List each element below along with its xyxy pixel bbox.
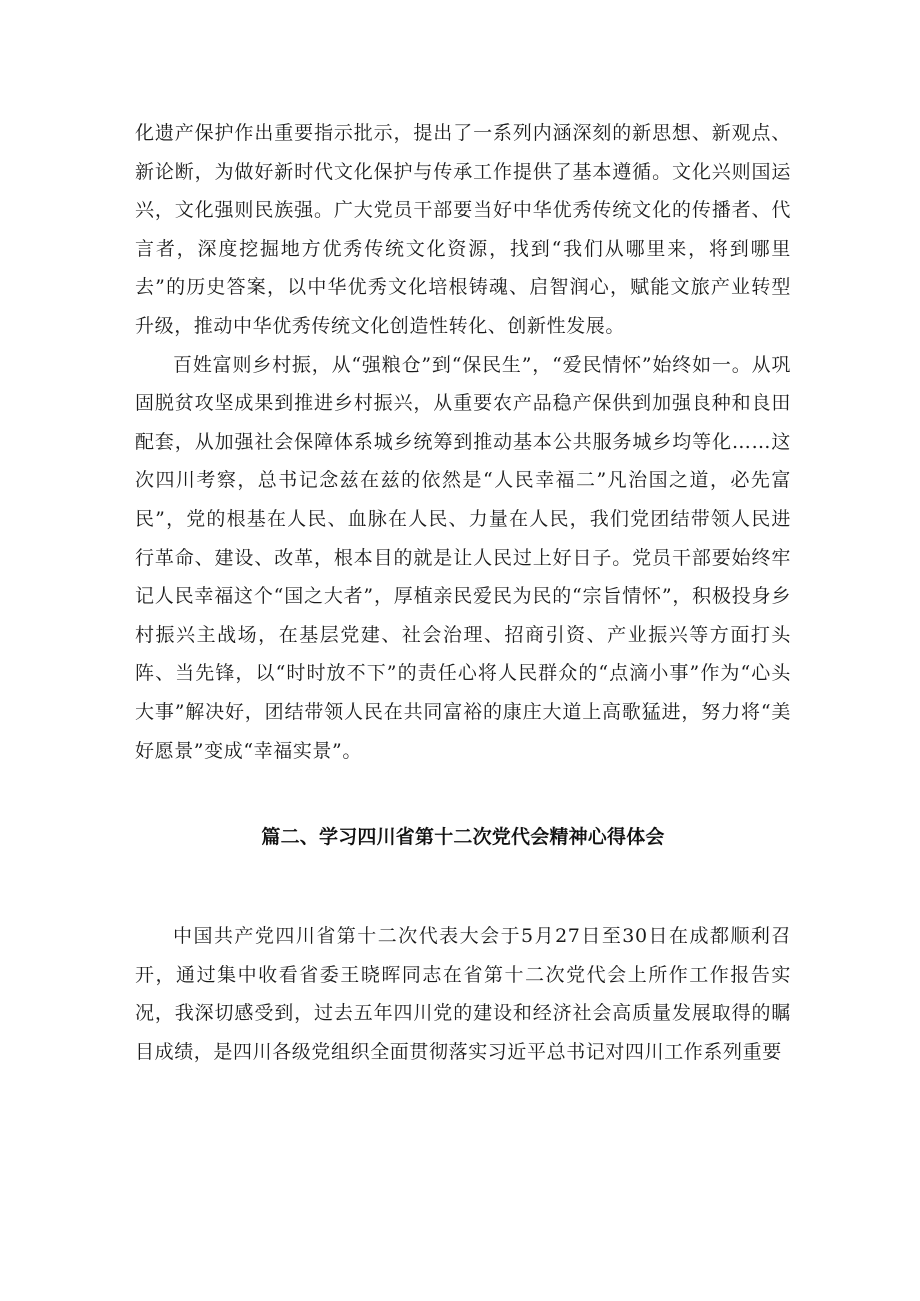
body-paragraph-3: 中国共产党四川省第十二次代表大会于5月27日至30日在成都顺利召开，通过集中收看省委王晓晖同志在省第十二次党代会上所作工作报告实况，我深切感受到，过去五年四川党的建设和经济社会高质量发展取得的瞩目成绩，是四川各级党组织全面贯彻落实习近平总书记对四川工作系列重要 bbox=[135, 925, 791, 1063]
body-paragraph-1: 化遗产保护作出重要指示批示，提出了一系列内涵深刻的新思想、新观点、新论断，为做好新时代文化保护与传承工作提供了基本遵循。文化兴则国运兴，文化强则民族强。广大党员干部要当好中华优秀传统文化的传播者、代言者，深度挖掘地方优秀传统文化资源，找到“我们从哪里来，将到哪里去”的历史答案，以中华优秀文化培根铸魂、启智润心，赋能文旅产业转型升级，推动中华优秀传统文化创造性转化、创新性发展。 bbox=[135, 122, 791, 337]
document-page bbox=[135, 114, 791, 1071]
spacer bbox=[135, 770, 791, 822]
spacer bbox=[135, 852, 791, 917]
section-heading: 篇二、学习四川省第十二次党代会精神心得体会 bbox=[261, 826, 665, 849]
body-paragraph-2: 百姓富则乡村振，从“强粮仓”到“保民生”，“爱民情怀”始终如一。从巩固脱贫攻坚成果到推进乡村振兴，从重要农产品稳产保供到加强良种和良田配套，从加强社会保障体系城乡统筹到推动基本公共服务城乡均等化……这次四川考察，总书记念兹在兹的依然是“人民幸福二”凡治国之道，必先富民”，党的根基在人民、血脉在人民、力量在人民，我们党团结带领人民进行革命、建设、改革，根本目的就是让人民过上好日子。党员干部要始终牢记人民幸福这个“国之大者”，厚植亲民爱民为民的“宗旨情怀”，积极投身乡村振兴主战场，在基层党建、社会治理、招商引资、产业振兴等方面打头阵、当先锋，以“时时放不下”的责任心将人民群众的“点滴小事”作为“心头大事”解决好，团结带领人民在共同富裕的康庄大道上高歌猛进，努力将“美好愿景”变成“幸福实景”。 bbox=[135, 353, 791, 762]
